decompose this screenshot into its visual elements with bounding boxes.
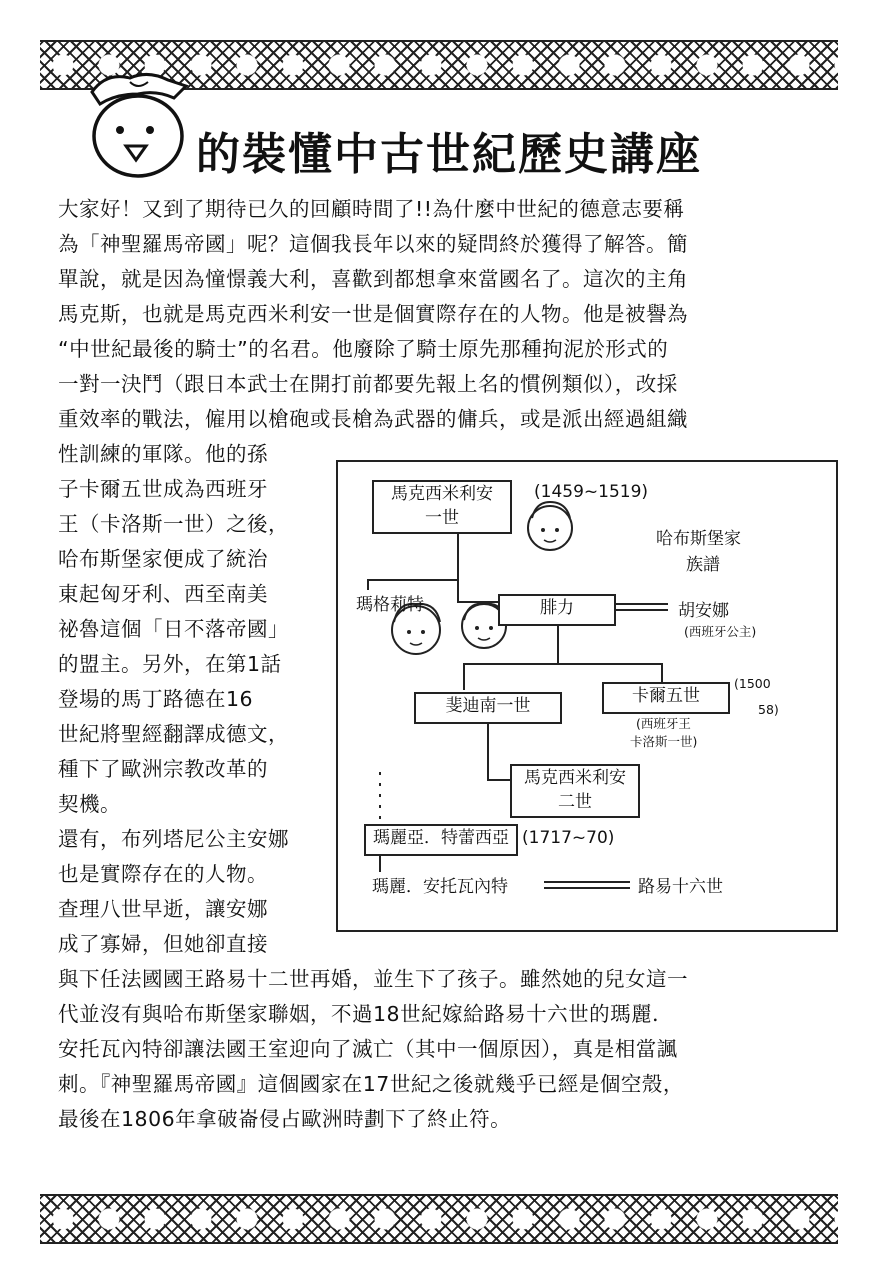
text-line: 一對一決鬥（跟日本武士在開打前都要先報上名的慣例類似），改採 xyxy=(58,372,678,396)
node-philip: 腓力 xyxy=(498,594,616,626)
side-paragraph xyxy=(58,437,289,962)
text-line: 王（卡洛斯一世）之後， xyxy=(58,512,289,536)
text-line: 祕魯這個「日不落帝國」 xyxy=(58,617,289,641)
closing-paragraph xyxy=(58,962,688,1137)
node-ferdinand-i: 斐迪南一世 xyxy=(414,692,562,724)
charles-v-years-start: (1500 xyxy=(734,676,771,691)
charles-v-note-1: (西班牙王 xyxy=(636,716,691,731)
charles-v-note-2: 卡洛斯一世) xyxy=(630,734,698,749)
text-line: 刺。『神聖羅馬帝國』這個國家在17世紀之後就幾乎已經是個空殼， xyxy=(58,1072,684,1096)
text-line: 東起匈牙利、西至南美 xyxy=(58,582,268,606)
node-charles-v: 卡爾五世 xyxy=(602,682,730,714)
node-marie-antoinette: 瑪麗．安托瓦內特 xyxy=(372,877,508,897)
bottom-decorative-border xyxy=(40,1194,838,1244)
text-line: 代並沒有與哈布斯堡家聯姻，不過18世紀嫁給路易十六世的瑪麗． xyxy=(58,1002,674,1026)
text-line: “中世紀最後的騎士”的名君。他廢除了騎士原先那種拘泥於形式的 xyxy=(58,337,669,361)
text-line: 種下了歐洲宗教改革的 xyxy=(58,757,268,781)
juana-note: (西班牙公主) xyxy=(684,624,757,639)
text-line: 重效率的戰法，僱用以槍砲或長槍為武器的傭兵，或是派出經過組織 xyxy=(58,407,688,431)
text-line: 與下任法國國王路易十二世再婚，並生下了孩子。雖然她的兒女這一 xyxy=(58,967,688,991)
text-line: 還有，布列塔尼公主安娜 xyxy=(58,827,289,851)
node-margaret: 瑪格莉特 xyxy=(356,595,424,615)
text-line: 的盟主。另外，在第1話 xyxy=(58,652,282,676)
family-tree-diagram xyxy=(336,460,838,932)
text-line: 最後在1806年拿破崙侵占歐洲時劃下了終止符。 xyxy=(58,1107,512,1131)
family-tree-heading: 哈布斯堡家 xyxy=(656,529,741,549)
text-line: 哈布斯堡家便成了統治 xyxy=(58,547,268,571)
charles-v-years-end: 58) xyxy=(758,702,779,717)
family-tree-heading-sub: 族譜 xyxy=(686,555,720,575)
node-maximilian-ii: 馬克西米利安 二世 xyxy=(510,764,640,818)
page-title: 的裝懂中古世紀歷史講座 xyxy=(196,129,702,180)
text-line: 世紀將聖經翻譯成德文， xyxy=(58,722,289,746)
mascot-face-icon xyxy=(86,70,190,180)
text-line: 子卡爾五世成為西班牙 xyxy=(58,477,268,501)
node-maximilian-i: 馬克西米利安 一世 xyxy=(372,480,512,534)
text-line: 登場的馬丁路德在16 xyxy=(58,687,254,711)
text-line: 性訓練的軍隊。他的孫 xyxy=(58,442,268,466)
text-line: 查理八世早逝，讓安娜 xyxy=(58,897,268,921)
text-line: 為「神聖羅馬帝國」呢？這個我長年以來的疑問終於獲得了解答。簡 xyxy=(58,232,688,256)
text-line: 馬克斯，也就是馬克西米利安一世是個實際存在的人物。他是被譽為 xyxy=(58,302,688,326)
text-line: 也是實際存在的人物。 xyxy=(58,862,268,886)
node-maria-theresa: 瑪麗亞．特蕾西亞 xyxy=(364,824,518,856)
text-line: 成了寡婦，但她卻直接 xyxy=(58,932,268,956)
intro-paragraph xyxy=(58,192,688,437)
text-line: 單說，就是因為憧憬義大利，喜歡到都想拿來當國名了。這次的主角 xyxy=(58,267,688,291)
text-line: 契機。 xyxy=(58,792,121,816)
node-louis-xvi: 路易十六世 xyxy=(638,877,723,897)
maximilian-i-years: (1459~1519) xyxy=(534,482,649,502)
text-line: 安托瓦內特卻讓法國王室迎向了滅亡（其中一個原因），真是相當諷 xyxy=(58,1037,678,1061)
maria-theresa-years: (1717~70) xyxy=(522,828,615,848)
node-juana: 胡安娜 xyxy=(678,601,729,621)
text-line: 大家好！又到了期待已久的回顧時間了!!為什麼中世紀的德意志要稱 xyxy=(58,197,685,221)
